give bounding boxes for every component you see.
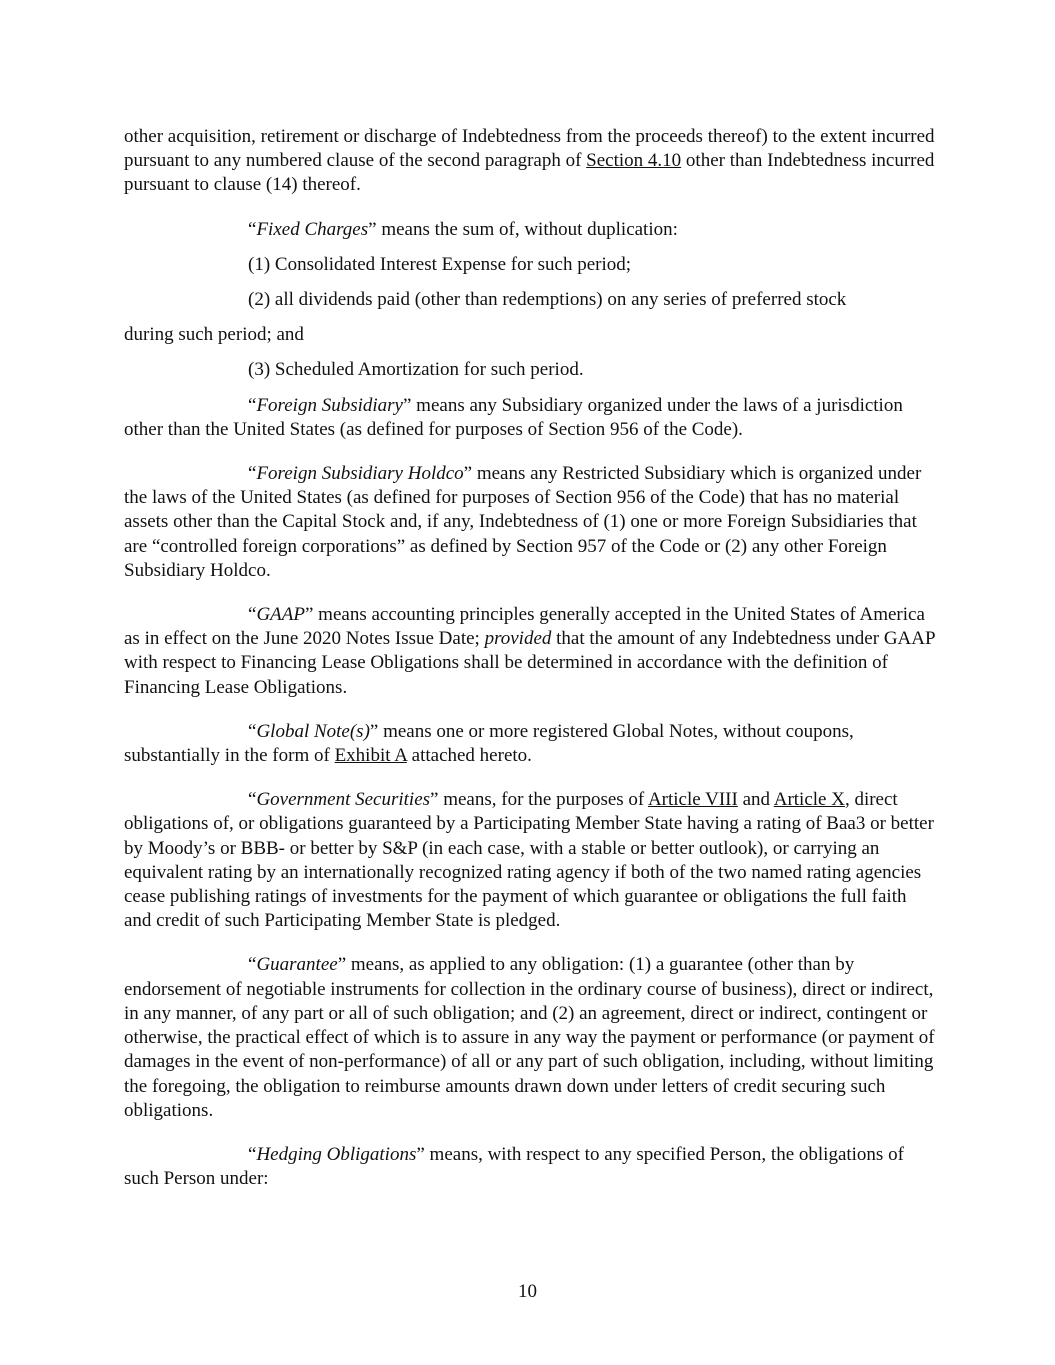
defined-term: Government Securities bbox=[256, 789, 431, 811]
section-4-10-reference: Section 4.10 bbox=[586, 150, 682, 172]
defined-term: Hedging Obligations bbox=[256, 1143, 417, 1165]
hedging-obligations-definition: “Hedging Obligations” means, with respect to any specified Person, the obligations of such Person under: bbox=[124, 1143, 904, 1190]
defined-term: Fixed Charges bbox=[256, 218, 369, 240]
page-number: 10 bbox=[518, 1281, 537, 1302]
defined-term: Foreign Subsidiary Holdco bbox=[256, 463, 464, 485]
fixed-charges-clause-2-continued: during such period; and bbox=[124, 324, 304, 346]
global-notes-definition: “Global Note(s)” means one or more registered Global Notes, without coupons, substantially in the form of Exhibit A attached hereto. bbox=[124, 720, 854, 767]
exhibit-a-reference: Exhibit A bbox=[334, 745, 407, 767]
document-body bbox=[124, 125, 936, 1191]
article-viii-reference: Article VIII bbox=[647, 789, 738, 811]
foreign-subsidiary-holdco-definition: “Foreign Subsidiary Holdco” means any Restricted Subsidiary which is organized under the laws of the United States (as defined for purposes of Section 956 of the Code) that has no material assets other than the Capital Stock and, if any, Indebtedness of (1) one or more Foreign Subsidiaries that are “controlled foreign corporations” as defined by Section 957 of the Code or (2) any other Foreign Subsidiary Holdco. bbox=[124, 463, 922, 581]
gaap-definition: “GAAP” means accounting principles generally accepted in the United States of America as in effect on the June 2020 Notes Issue Date; provided that the amount of any Indebtedness under GAAP with respect to Financing Lease Obligations shall be determined in accordance with the definition of Financing Lease Obligations. bbox=[124, 604, 935, 698]
guarantee-definition: “Guarantee” means, as applied to any obligation: (1) a guarantee (other than by endorsement of negotiable instruments for collection in the ordinary course of business), direct or indirect, in any manner, of any part or all of such obligation; and (2) an agreement, direct or indirect, contingent or otherwise, the practical effect of which is to assure in any way the payment or performance (or payment of damages in the event of non-performance) of all or any part of such obligation, including, without limiting the foregoing, the obligation to reimburse amounts drawn down under letters of credit securing such obligations. bbox=[124, 954, 935, 1121]
fixed-charges-definition: “Fixed Charges” means the sum of, without duplication: bbox=[248, 218, 678, 240]
foreign-subsidiary-definition: “Foreign Subsidiary” means any Subsidiary organized under the laws of a jurisdiction other than the United States (as defined for purposes of Section 956 of the Code). bbox=[124, 394, 903, 440]
government-securities-definition: “Government Securities” means, for the purposes of Article VIII and Article X, direct obligations of, or obligations guaranteed by a Participating Member State having a rating of Baa3 or better by Moody’s or BBB- or better by S&P (in each case, with a stable or better outlook), or carrying an equivalent rating by an internationally recognized rating agency if both of the two named rating agencies cease publishing ratings of investments for the payment of which guarantee or obligations the full faith and credit of such Participating Member State is pledged. bbox=[124, 789, 934, 932]
defined-term: GAAP bbox=[256, 604, 305, 626]
fixed-charges-clause-3: (3) Scheduled Amortization for such period. bbox=[248, 359, 584, 381]
fixed-charges-clause-2: (2) all dividends paid (other than redemptions) on any series of preferred stock bbox=[248, 289, 847, 311]
article-x-reference: Article X bbox=[773, 789, 845, 811]
continuation-paragraph: other acquisition, retirement or discharge of Indebtedness from the proceeds thereof) to the extent incurred pursuant to any numbered clause of the second paragraph of Section 4.10 other than Indebtedness incurred pursuant to clause (14) thereof. bbox=[124, 126, 935, 196]
provided-emphasis: provided bbox=[484, 628, 552, 650]
fixed-charges-clause-1: (1) Consolidated Interest Expense for such period; bbox=[248, 253, 632, 275]
defined-term: Guarantee bbox=[256, 954, 338, 976]
defined-term: Foreign Subsidiary bbox=[256, 394, 403, 416]
defined-term: Global Note(s) bbox=[256, 720, 370, 742]
